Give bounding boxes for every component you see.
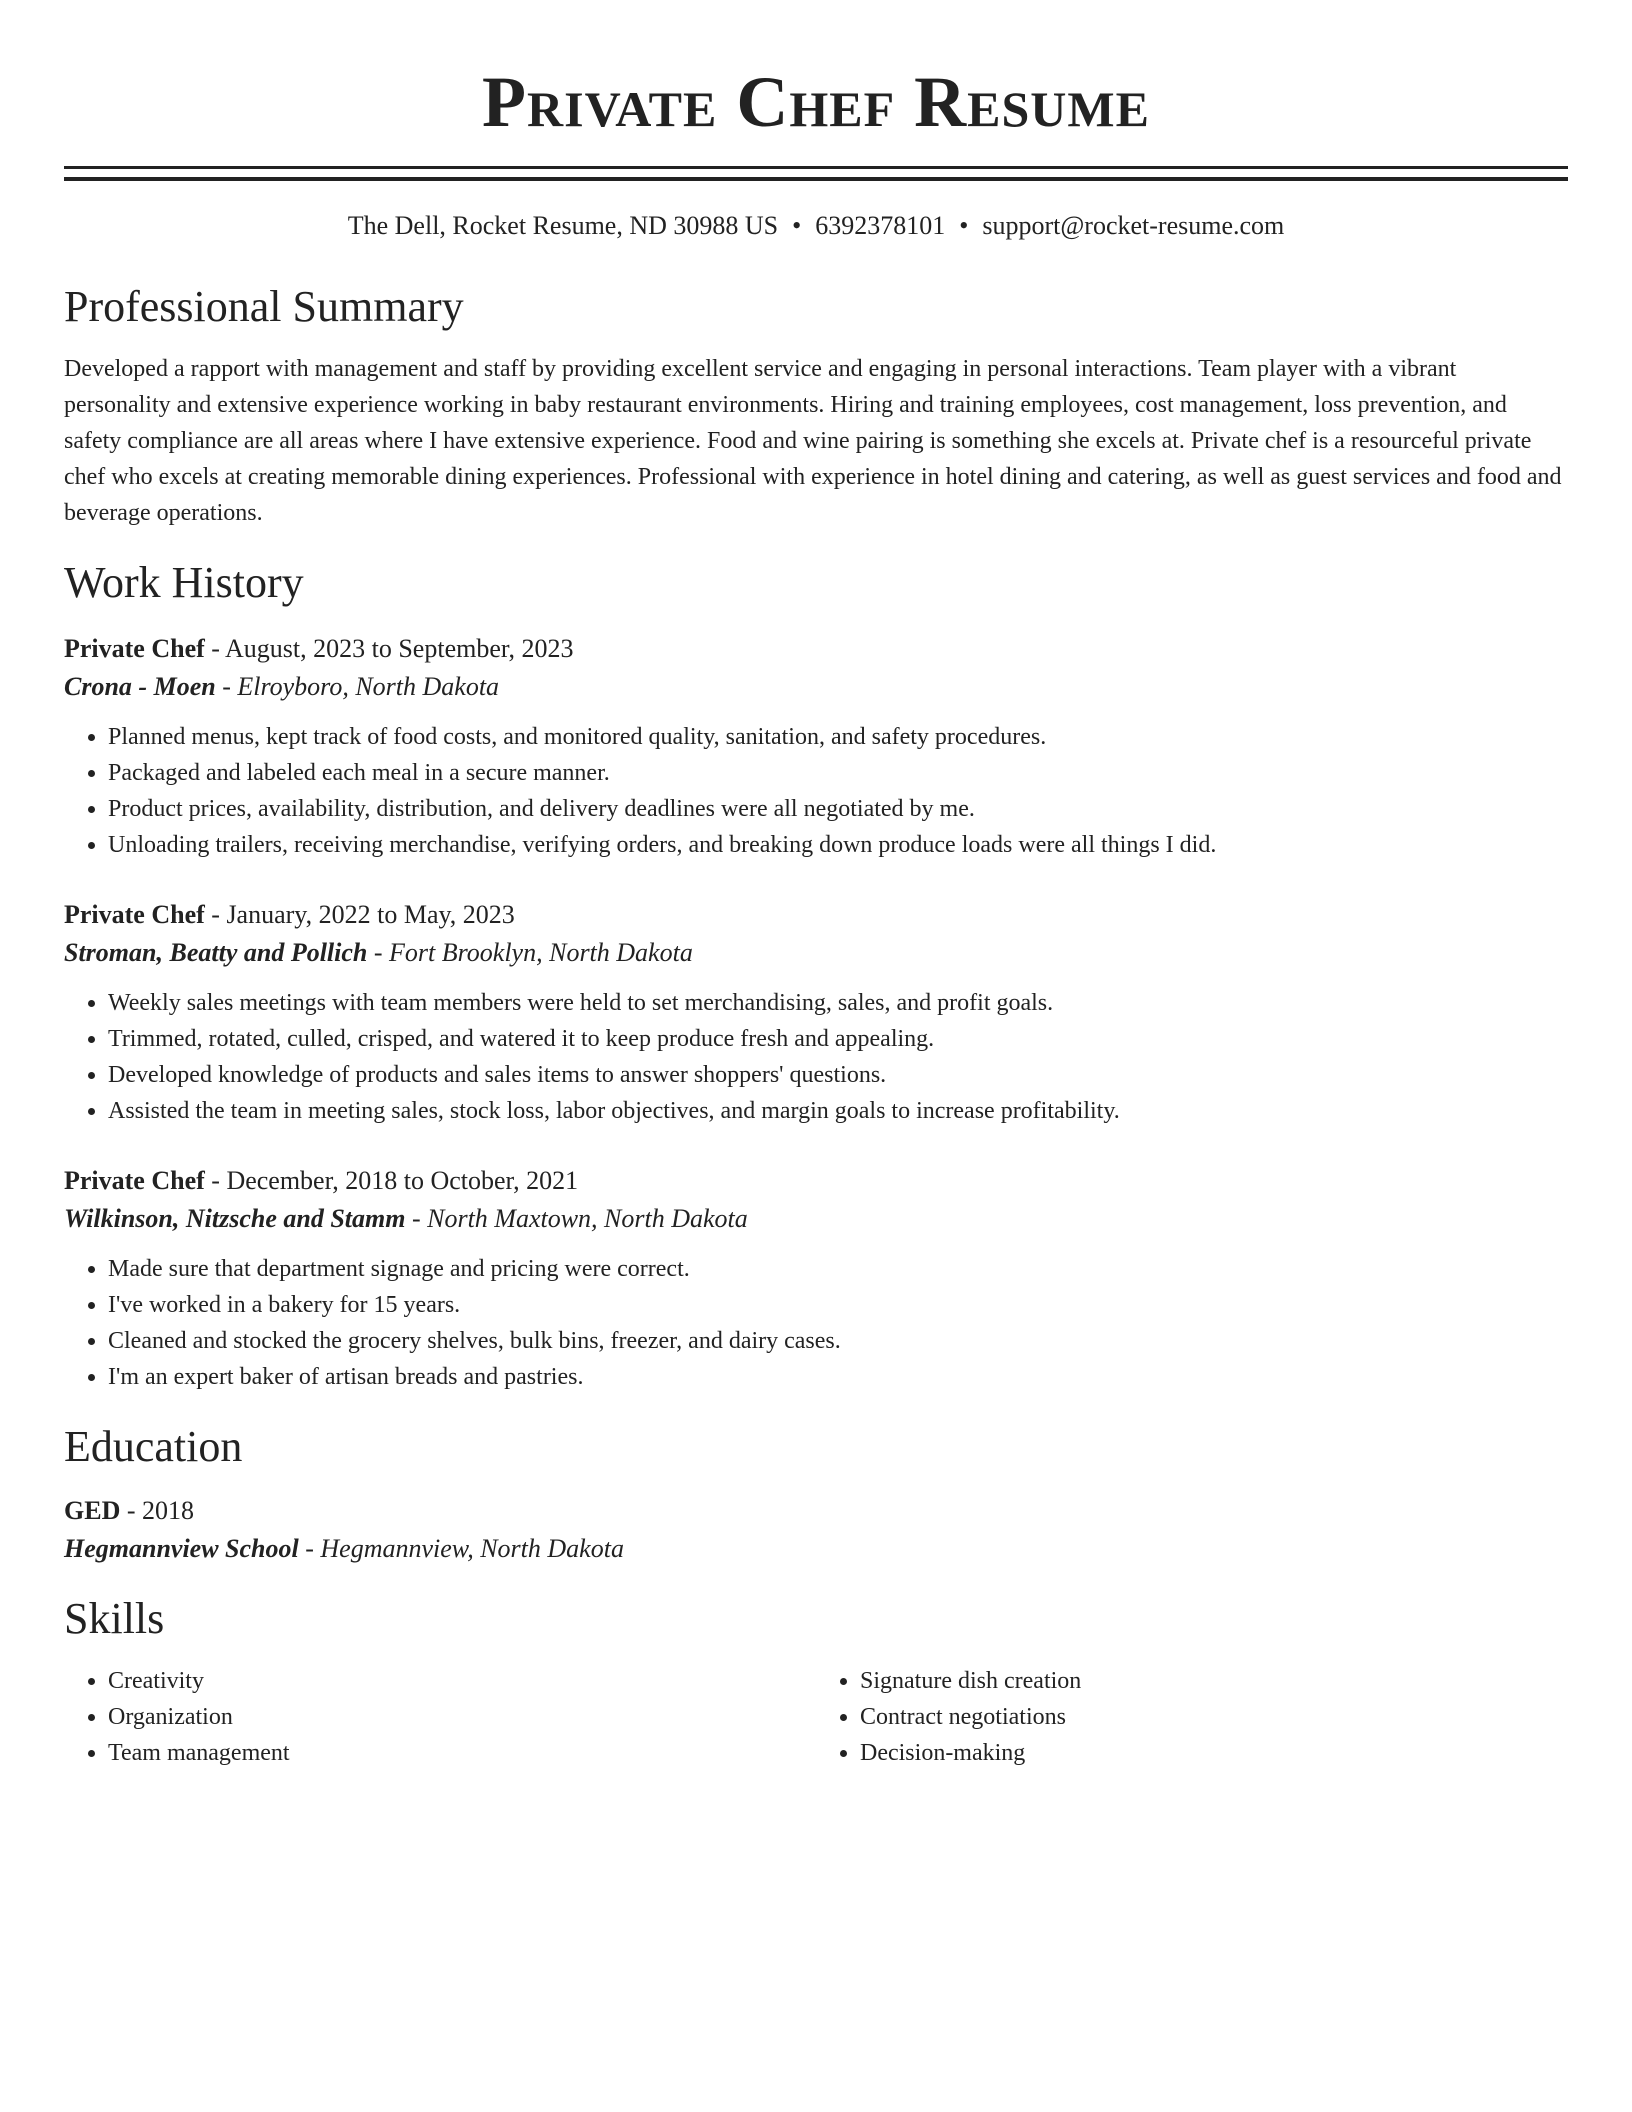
job-company-line bbox=[64, 669, 1568, 705]
job-company-line bbox=[64, 935, 1568, 971]
job-location: - Elroyboro, North Dakota bbox=[215, 672, 500, 701]
skills-heading: Skills bbox=[64, 1594, 165, 1643]
job-bullet: • I'm an expert baker of artisan breads and pastries. bbox=[108, 1359, 1568, 1395]
job-role: Private Chef bbox=[64, 1166, 205, 1195]
job-title-line bbox=[64, 1163, 1568, 1199]
job-role: Private Chef bbox=[64, 900, 205, 929]
education-school-line bbox=[64, 1531, 1568, 1567]
job-bullet: • Assisted the team in meeting sales, stock loss, labor objectives, and margin goals to increase profitability. bbox=[108, 1093, 1568, 1129]
contact-separator: • bbox=[959, 211, 969, 240]
page-title: Private Chef Resume bbox=[482, 62, 1150, 142]
job-company: Crona - Moen bbox=[64, 672, 216, 701]
skill-item: • Creativity bbox=[108, 1663, 816, 1699]
job-title-line bbox=[64, 631, 1568, 667]
job-dates: - August, 2023 to September, 2023 bbox=[204, 634, 574, 663]
skills-column-right bbox=[816, 1663, 1568, 1771]
job-bullets bbox=[64, 1251, 1568, 1395]
job-bullet: • Developed knowledge of products and sales items to answer shoppers' questions. bbox=[108, 1057, 1568, 1093]
job-dates: - December, 2018 to October, 2021 bbox=[204, 1166, 579, 1195]
skill-item: • Organization bbox=[108, 1699, 816, 1735]
job-company-line bbox=[64, 1201, 1568, 1237]
job-bullet: • Planned menus, kept track of food costs, and monitored quality, sanitation, and safety procedures. bbox=[108, 719, 1568, 755]
job-location: - Fort Brooklyn, North Dakota bbox=[367, 938, 693, 967]
education-degree-line bbox=[64, 1493, 1568, 1529]
skill-item: • Contract negotiations bbox=[860, 1699, 1568, 1735]
skill-item: • Signature dish creation bbox=[860, 1663, 1568, 1699]
job-bullet: • I've worked in a bakery for 15 years. bbox=[108, 1287, 1568, 1323]
job-entry bbox=[64, 631, 1568, 863]
job-bullet: • Trimmed, rotated, culled, crisped, and watered it to keep produce fresh and appealing. bbox=[108, 1021, 1568, 1057]
job-title-line bbox=[64, 897, 1568, 933]
skill-item: • Team management bbox=[108, 1735, 816, 1771]
job-role: Private Chef bbox=[64, 634, 205, 663]
job-bullet: • Weekly sales meetings with team members were held to set merchandising, sales, and profit goals. bbox=[108, 985, 1568, 1021]
title-divider bbox=[64, 166, 1568, 181]
job-entry bbox=[64, 897, 1568, 1129]
job-bullet: • Product prices, availability, distribution, and delivery deadlines were all negotiated by me. bbox=[108, 791, 1568, 827]
contact-line bbox=[64, 209, 1568, 243]
contact-email: support@rocket-resume.com bbox=[982, 211, 1285, 240]
contact-address: The Dell, Rocket Resume, ND 30988 US bbox=[347, 211, 779, 240]
job-location: - North Maxtown, North Dakota bbox=[405, 1204, 748, 1233]
job-bullet: • Made sure that department signage and pricing were correct. bbox=[108, 1251, 1568, 1287]
education-location: - Hegmannview, North Dakota bbox=[298, 1534, 624, 1563]
education-entry bbox=[64, 1493, 1568, 1567]
job-bullets bbox=[64, 719, 1568, 863]
contact-phone: 6392378101 bbox=[815, 211, 946, 240]
education-degree: GED bbox=[64, 1496, 121, 1525]
job-bullet: • Cleaned and stocked the grocery shelves, bulk bins, freezer, and dairy cases. bbox=[108, 1323, 1568, 1359]
skill-item: • Decision-making bbox=[860, 1735, 1568, 1771]
job-bullet: • Packaged and labeled each meal in a secure manner. bbox=[108, 755, 1568, 791]
job-bullet: • Unloading trailers, receiving merchandise, verifying orders, and breaking down produce loads were all things I did. bbox=[108, 827, 1568, 863]
education-school: Hegmannview School bbox=[64, 1534, 299, 1563]
summary-text: Developed a rapport with management and staff by providing excellent service and engaging in personal interactions. Team player with a vibrant personality and extensive experience working in baby restaurant environments. Hiring and training employees, cost management, loss prevention, and safety compliance are all areas where I have extensive experience. Food and wine pairing is something she excels at. Private chef is a resourceful private chef who excels at creating memorable dining experiences. Professional with experience in hotel dining and catering, as well as guest services and food and beverage operations. bbox=[64, 356, 1562, 526]
skills-list bbox=[64, 1663, 1568, 1771]
job-company: Wilkinson, Nitzsche and Stamm bbox=[64, 1204, 406, 1233]
job-dates: - January, 2022 to May, 2023 bbox=[204, 900, 515, 929]
job-bullets bbox=[64, 985, 1568, 1129]
contact-separator: • bbox=[792, 211, 802, 240]
education-year: - 2018 bbox=[120, 1496, 195, 1525]
job-entry bbox=[64, 1163, 1568, 1395]
skills-column-left bbox=[64, 1663, 816, 1771]
job-company: Stroman, Beatty and Pollich bbox=[64, 938, 368, 967]
work-history-heading: Work History bbox=[64, 558, 304, 607]
education-heading: Education bbox=[64, 1422, 243, 1471]
summary-heading: Professional Summary bbox=[64, 282, 464, 331]
